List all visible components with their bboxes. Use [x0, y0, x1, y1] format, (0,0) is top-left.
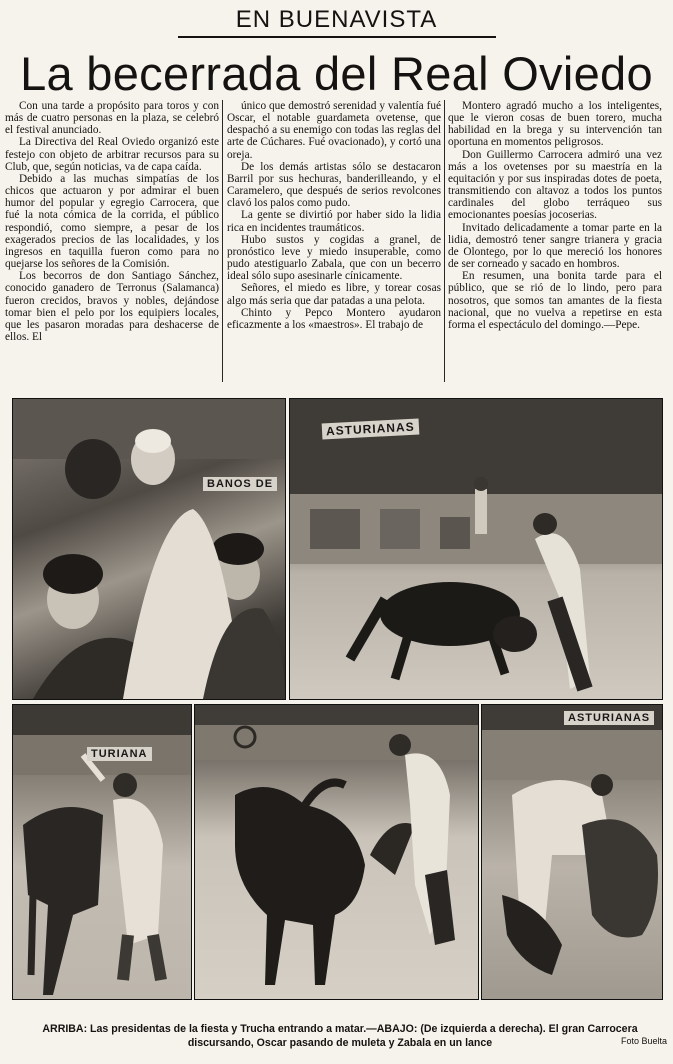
section-kicker: EN BUENAVISTA — [235, 6, 438, 33]
column-divider — [444, 100, 445, 382]
paragraph: Señores, el miedo es libre, y torear cosas algo más seria que dar patadas a una pelota. — [227, 282, 441, 307]
paragraph: La gente se divirtió por haber sido la lidia rica en incidentes traumáticos. — [227, 209, 441, 234]
paragraph: Don Guillermo Carrocera admiró una vez más a los ovetenses por su maestría en la equitación y por sus inspiradas dotes de poeta, transmitiendo con altavoz a todos los puntos cardinales del globo terráqueo sus emocionantes poesías jocoserias. — [448, 148, 662, 222]
headline: La becerrada del Real Oviedo — [20, 47, 653, 100]
photo-trucha-matar-art — [290, 399, 662, 699]
photo-sign: ASTURIANAS — [564, 711, 654, 725]
photo-zabala-lance-art — [482, 705, 662, 999]
text-column-3 — [448, 100, 662, 382]
paragraph: Debido a las muchas simpatías de los chicos que actuaron y por admirar el buen humor del popular y egregio Carrocera, que fué la nota cómica de la corrida, el público respondió, como siempre, a pesar de los exagerados precios de las localidades, y los ingresos en taquilla fueron como para no quejarse los señores de la Comisión. — [5, 172, 219, 271]
paragraph: único que demostró serenidad y valentía fué Oscar, el notable guardameta ovetense, que despachó a su enemigo con todas las reglas del arte de Cúchares. Fué ovacionado), y cortó una oreja. — [227, 100, 441, 161]
paragraph: Montero agradó mucho a los inteligentes, que le vieron cosas de buen torero, mucha habilidad en la brega y su intervención tan oportuna en momentos peligrosos. — [448, 100, 662, 149]
paragraph: De los demás artistas sólo se destacaron Barril por sus hechuras, banderilleando, y el Caramelero, que después de serios revolcones clavó los palos como pudo. — [227, 160, 441, 210]
photo-zabala-lance — [481, 704, 663, 1000]
paragraph: En resumen, una bonita tarde para el público, que se rió de lo lindo, pero para nosotros, que somos tan amantes de la fiesta nacional, que no vuelva a repetirse en esta forma el espectáculo del domingo.—Pepe. — [448, 270, 662, 331]
photo-trucha-matar — [289, 398, 663, 700]
paragraph: Invitado delicadamente a tomar parte en la lidia, demostró tener sangre trianera y gracia de Olontego, por lo que mereció los honores de ser corneado y sacado en hombros. — [448, 221, 662, 271]
photo-sign: BANOS DE — [203, 477, 277, 491]
kicker-rule — [178, 36, 496, 38]
text-column-1 — [5, 100, 219, 382]
paragraph: Chinto y Pepco Montero ayudaron eficazmente a los «maestros». El trabajo de — [227, 306, 441, 331]
photo-presidentas — [12, 398, 286, 700]
photo-oscar-muleta — [194, 704, 479, 1000]
photo-sign: TURIANA — [87, 747, 152, 761]
photo-carrocera — [12, 704, 192, 1000]
paragraph: Hubo sustos y cogidas a granel, de pronóstico leve y miedo insuperable, como pudo atestiguarlo Zabala, que con un becerro ideal sólo supo asesinarle cínicamente. — [227, 233, 441, 283]
photo-credit: Foto Buelta — [620, 1036, 667, 1046]
paragraph: La Directiva del Real Oviedo organizó este festejo con objeto de arbitrar recursos para su Club, que, según noticias, va de capa caída. — [5, 136, 219, 173]
photo-sign: ASTURIANAS — [322, 418, 419, 439]
text-column-2 — [227, 100, 441, 382]
photo-oscar-muleta-art — [195, 705, 478, 999]
column-divider — [222, 100, 223, 382]
photo-presidentas-art — [13, 399, 285, 699]
paragraph: Los becorros de don Santiago Sánchez, conocido ganadero de Terronus (Salamanca) fueron crecidos, bravos y nobles, dejándose tomar bien el pelo por los equipiers locales, que les pasaron moradas para deshacerse de ellos. El — [5, 270, 219, 343]
paragraph: Con una tarde a propósito para toros y con más de cuatro personas en la plaza, se celebró el festival anunciado. — [5, 100, 219, 137]
photo-caption: ARRIBA: Las presidentas de la fiesta y Trucha entrando a matar.—ABAJO: (De izquierda a derecha). El gran Carrocera discursando, Oscar pasando de muleta y Zabala en un lance — [42, 1023, 638, 1049]
